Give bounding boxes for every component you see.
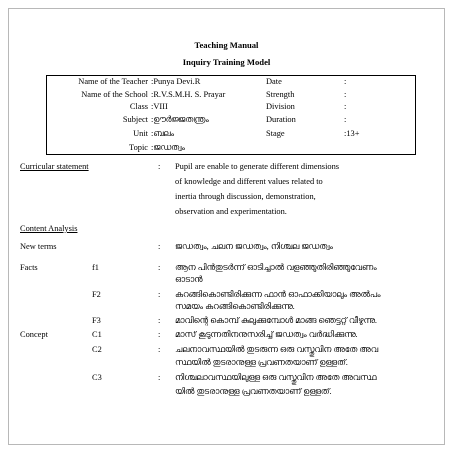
item-colon: : <box>158 330 161 339</box>
info-right-label: Duration <box>266 115 296 124</box>
info-label: Subject <box>122 115 148 124</box>
item-line: മാവിന്റെ കൊമ്പ് കുലുക്കുമ്പോൾ മാങ്ങ ഞെട്ടറ്റ് വീഴുന്നു. <box>175 316 377 325</box>
item-line: കറങ്ങികൊണ്ടിരിക്കുന്ന ഫാൻ ഓഫാക്കിയാലും അൽപം <box>175 290 381 299</box>
item-line: നിശ്ചലാവസ്ഥയിലുള്ള ഒരു വസ്തുവിന അതേ അവസ്ഥ <box>175 373 377 382</box>
info-right-value: : <box>344 115 347 124</box>
info-right-label: Strength <box>266 90 295 99</box>
info-right-value: : <box>344 102 347 111</box>
curricular-line: inertia through discussion, demonstration, <box>175 192 316 201</box>
item-colon: : <box>158 316 161 325</box>
item-line: മാസ് കൂടുന്നതിനനുസരിച്ച് ജഡത്വം വർദ്ധിക്കുന്നു. <box>175 330 358 339</box>
info-value: :R.V.S.M.H. S. Prayar <box>151 90 226 99</box>
curricular-line: of knowledge and different values related to <box>175 177 323 186</box>
info-right-value: :13+ <box>344 129 360 138</box>
info-value: :VIII <box>151 102 168 111</box>
item-line: യിൽ തുടരാനുള്ള പ്രവണതയാണ് ഉള്ളത്. <box>175 387 332 396</box>
curricular-line: Pupil are enable to generate different dimensions <box>175 162 340 171</box>
item-line: ഓടാൻ <box>175 275 203 284</box>
info-value: :ബലം <box>151 129 175 138</box>
item-code: C1 <box>92 330 102 339</box>
new-terms-value: ജഡത്വം, ചലന ജഡത്വം, നിശ്ചല ജഡത്വം <box>175 242 333 251</box>
curricular-label: Curricular statement <box>20 162 89 171</box>
item-code: F2 <box>92 290 101 299</box>
info-right-label: Division <box>266 102 295 111</box>
concept-label: Concept <box>20 330 48 339</box>
item-code: f1 <box>92 263 99 272</box>
info-value: :ഊർജ്ജതന്ത്രം <box>151 115 209 124</box>
info-label: Name of the Teacher <box>78 77 148 86</box>
info-label: Class <box>129 102 148 111</box>
item-line: ആന പിൻതുടർന്ന് ഓടിച്ചാൽ വളഞ്ഞുതിരിഞ്ഞുവേണം <box>175 263 377 272</box>
item-colon: : <box>158 373 161 382</box>
curricular-line: observation and experimentation. <box>175 207 287 216</box>
item-code: C2 <box>92 345 102 354</box>
item-code: F3 <box>92 316 101 325</box>
item-code: C3 <box>92 373 102 382</box>
item-line: സ്ഥയിൽ തുടരാനുള്ള പ്രവണതയാണ് ഉള്ളത്. <box>175 358 348 367</box>
item-line: സമയം കറങ്ങികൊണ്ടിരിക്കുന്നു. <box>175 302 295 311</box>
info-label: Unit <box>133 129 148 138</box>
item-colon: : <box>158 263 161 272</box>
info-right-label: Date <box>266 77 282 86</box>
facts-label: Facts <box>20 263 38 272</box>
info-value: :Punya Devi.R <box>151 77 201 86</box>
info-right-value: : <box>344 90 347 99</box>
curricular-colon: : <box>158 162 161 171</box>
info-label: Name of the School <box>81 90 148 99</box>
new-terms-label: New terms <box>20 242 57 251</box>
info-label: Topic <box>129 143 148 152</box>
item-colon: : <box>158 345 161 354</box>
info-value: :ജഡത്വം <box>151 143 185 152</box>
info-right-label: Stage <box>266 129 285 138</box>
item-line: ചലനാവസ്ഥയിൽ തുടരുന്ന ഒരു വസ്തുവിന അതേ അവ <box>175 345 379 354</box>
new-terms-colon: : <box>158 242 161 251</box>
page-subtitle: Inquiry Training Model <box>182 57 271 67</box>
content-analysis-heading: Content Analysis <box>20 224 78 233</box>
page-title: Teaching Manual <box>194 40 259 50</box>
info-right-value: : <box>344 77 347 86</box>
item-colon: : <box>158 290 161 299</box>
